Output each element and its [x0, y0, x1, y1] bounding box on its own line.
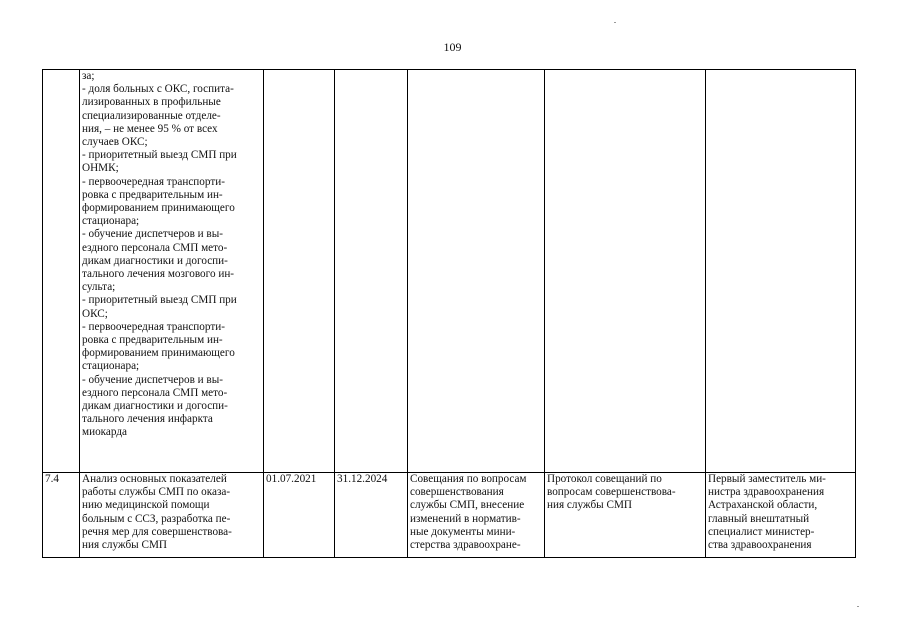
text-line: - приоритетный выезд СМП при — [82, 294, 237, 307]
text-line: стерства здравоохране- — [410, 539, 521, 552]
text-line: Первый заместитель ми- — [708, 473, 826, 485]
text-line: Совещания по вопросам — [410, 473, 527, 485]
text-line: - обучение диспетчеров и вы- — [82, 228, 223, 241]
text-line: ния службы СМП — [82, 539, 167, 552]
plan-table — [42, 69, 856, 558]
text-line: дикам диагностики и догоспи- — [82, 254, 228, 267]
cell-end-date: 31.12.2024 — [335, 473, 408, 558]
text-line: ния службы СМП — [547, 499, 632, 512]
text-line: формированием принимающего — [82, 347, 235, 360]
text-line: Астраханской области, — [708, 499, 818, 512]
text-line: тального лечения мозгового ин- — [82, 268, 235, 281]
text-line: совершенствования — [410, 486, 504, 499]
cell-result — [545, 70, 706, 473]
text-line: дикам диагностики и догоспи- — [82, 400, 228, 413]
cell-number — [43, 70, 80, 473]
text-line: ездного персонала СМП мето- — [82, 241, 228, 254]
text-line: службы СМП, внесение — [410, 499, 525, 512]
text-line: больным с ССЗ, разработка пе- — [82, 512, 231, 525]
cell-end-date — [335, 70, 408, 473]
text-line: ровка с предварительным ин- — [82, 188, 223, 201]
text-line: сульта; — [82, 281, 116, 294]
text-line: ездного персонала СМП мето- — [82, 386, 228, 399]
text-line: - приоритетный выезд СМП при — [82, 149, 237, 162]
text-line: лизированных в профильные — [82, 96, 221, 109]
text-line: миокарда — [82, 426, 127, 439]
text-line: тального лечения инфаркта — [82, 413, 213, 426]
text-line: изменений в норматив- — [410, 512, 521, 525]
text-line: ОНМК; — [82, 162, 119, 175]
text-line: формированием принимающего — [82, 202, 235, 215]
cell-task — [80, 473, 264, 558]
cell-start-date — [264, 70, 335, 473]
text-line: за; — [82, 70, 95, 82]
cell-responsible — [706, 473, 856, 558]
text-line: ровка с предварительным ин- — [82, 334, 223, 347]
text-line: - обучение диспетчеров и вы- — [82, 373, 223, 386]
scan-speck — [614, 22, 616, 23]
cell-number: 7.4 — [43, 473, 80, 558]
text-line: случаев ОКС; — [82, 136, 148, 149]
text-line: Анализ основных показателей — [82, 473, 227, 485]
cell-task — [80, 70, 264, 473]
cell-measures — [408, 70, 545, 473]
text-line: работы службы СМП по оказа- — [82, 486, 231, 499]
cell-measures — [408, 473, 545, 558]
text-line: нию медицинской помощи — [82, 499, 210, 512]
text-line: ния, – не менее 95 % от всех — [82, 122, 218, 135]
cell-start-date: 01.07.2021 — [264, 473, 335, 558]
text-line: главный внештатный — [708, 512, 810, 525]
table-row-7-4 — [43, 473, 856, 558]
text-line: нистра здравоохранения — [708, 486, 825, 499]
text-line: ные документы мини- — [410, 525, 516, 538]
text-line: специалист министер- — [708, 525, 815, 538]
text-line: - первоочередная транспорти- — [82, 175, 225, 188]
text-line: ства здравоохранения — [708, 539, 812, 552]
cell-result — [545, 473, 706, 558]
text-line: вопросам совершенствова- — [547, 486, 676, 499]
scan-speck — [857, 606, 859, 607]
cell-responsible — [706, 70, 856, 473]
table-row-continued — [43, 70, 856, 473]
text-line: стационара; — [82, 360, 140, 373]
text-line: речня мер для совершенствова- — [82, 525, 232, 538]
text-line: Протокол совещаний по — [547, 473, 662, 485]
text-line: стационара; — [82, 215, 140, 228]
text-line: специализированные отделе- — [82, 109, 221, 122]
page-number: 109 — [443, 40, 462, 54]
text-line: ОКС; — [82, 307, 108, 320]
text-line: - первоочередная транспорти- — [82, 320, 225, 333]
text-line: - доля больных с ОКС, госпита- — [82, 83, 234, 96]
